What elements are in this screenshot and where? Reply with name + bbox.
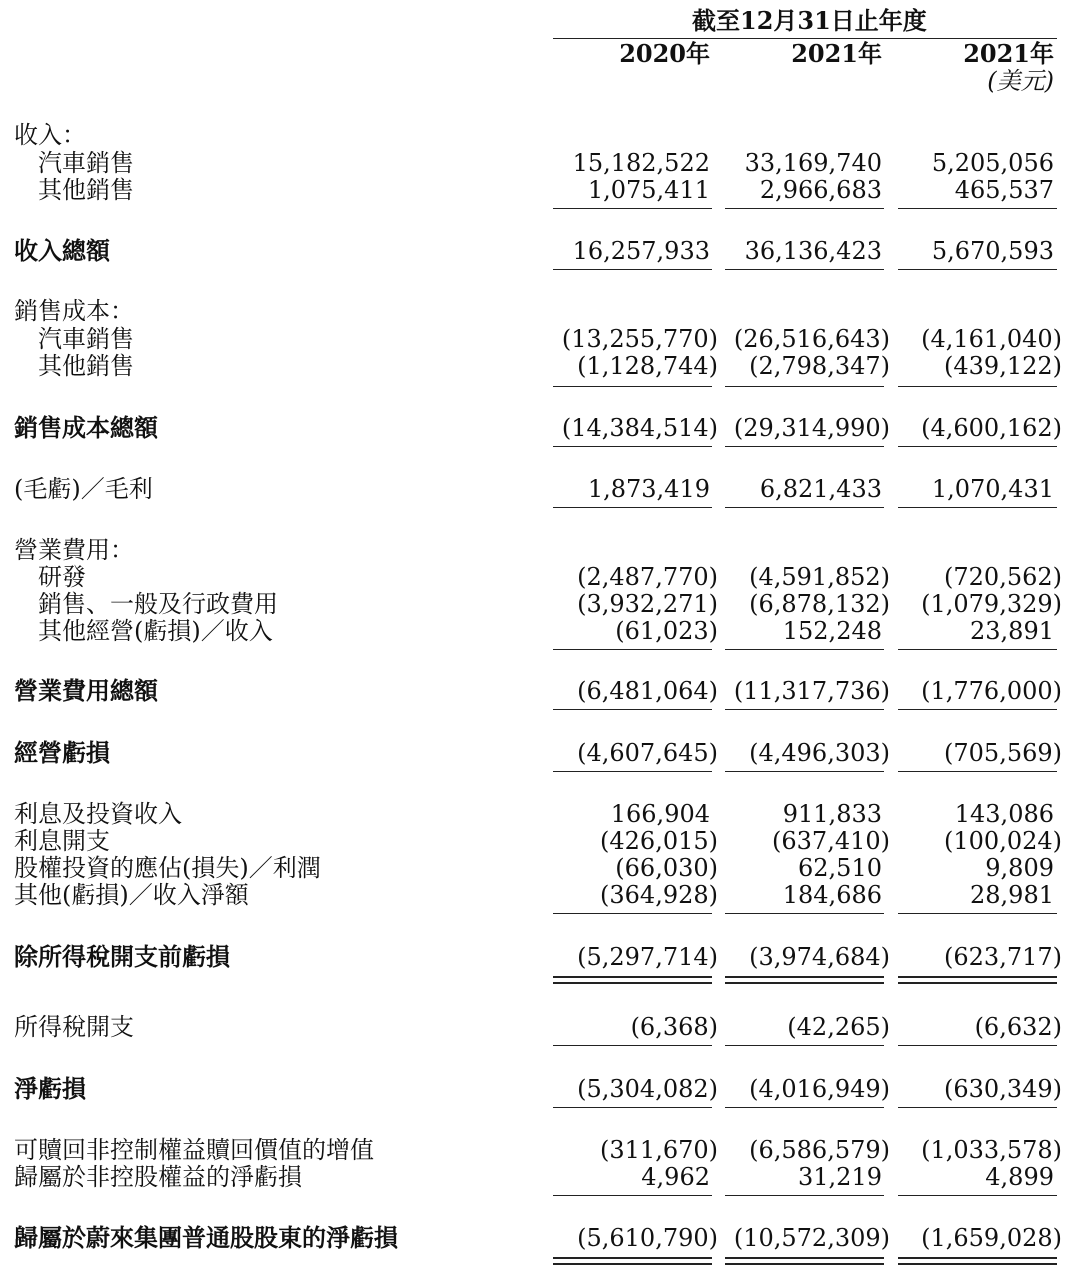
total-rule — [725, 446, 884, 447]
row-label: 股權投資的應佔(損失)／利潤 — [14, 854, 321, 882]
cell-usd: (100,024) — [944, 827, 1062, 855]
cell-2021: (4,591,852) — [749, 563, 890, 591]
cell-usd: (4,161,040) — [921, 325, 1062, 353]
cell-usd: (6,632) — [974, 1013, 1062, 1041]
cell-2021: 911,833 — [782, 800, 882, 828]
cell-2020: (5,610,790) — [577, 1224, 718, 1252]
double-rule — [553, 982, 712, 984]
row-label: 歸屬於非控股權益的淨虧損 — [14, 1163, 302, 1191]
cell-2020: (4,607,645) — [577, 739, 718, 767]
cell-usd: 143,086 — [954, 800, 1054, 828]
col-usd-unit: (美元) — [987, 67, 1054, 95]
row-label: 銷售、一般及行政費用 — [38, 590, 278, 618]
cell-usd: 9,809 — [985, 854, 1054, 882]
cell-2020: 16,257,933 — [572, 237, 710, 265]
cell-usd: (1,079,329) — [921, 590, 1062, 618]
total-rule — [898, 709, 1057, 710]
cell-2020: (5,304,082) — [577, 1075, 718, 1103]
cell-2020: (13,255,770) — [561, 325, 718, 353]
cell-usd: 1,070,431 — [931, 475, 1054, 503]
subtotal-rule — [553, 913, 712, 914]
cell-2021: 62,510 — [798, 854, 882, 882]
total-rule — [725, 1045, 884, 1046]
cell-2021: 31,219 — [798, 1163, 882, 1191]
cell-2021: 152,248 — [782, 617, 882, 645]
cell-2020: (426,015) — [600, 827, 718, 855]
row-label: 收入總額 — [14, 236, 110, 265]
row-label: 除所得稅開支前虧損 — [14, 942, 230, 971]
cell-usd: (4,600,162) — [921, 414, 1062, 442]
double-rule — [725, 1257, 884, 1259]
total-rule — [725, 507, 884, 508]
subtotal-rule — [553, 386, 712, 387]
total-rule — [898, 1107, 1057, 1108]
subtotal-rule — [898, 1195, 1057, 1196]
subtotal-rule — [725, 913, 884, 914]
subtotal-rule — [898, 208, 1057, 209]
cell-usd: (439,122) — [944, 352, 1062, 380]
cell-2020: (1,128,744) — [577, 352, 718, 380]
double-rule — [553, 1263, 712, 1265]
double-rule — [725, 982, 884, 984]
cell-usd: 28,981 — [970, 881, 1054, 909]
section-revenues-title: 收入： — [14, 121, 86, 149]
cell-2020: 1,873,419 — [587, 475, 710, 503]
cell-usd: (720,562) — [944, 563, 1062, 591]
cell-2021: (42,265) — [787, 1013, 890, 1041]
cell-2020: (364,928) — [600, 881, 718, 909]
subtotal-rule — [553, 208, 712, 209]
cell-usd: (630,349) — [944, 1075, 1062, 1103]
total-rule — [725, 709, 884, 710]
col-2021-usd-header: 2021年 — [963, 39, 1054, 68]
cell-2021: 2,966,683 — [759, 176, 882, 204]
row-label: 利息開支 — [14, 827, 110, 855]
cell-2021: (4,496,303) — [749, 739, 890, 767]
double-rule — [898, 1257, 1057, 1259]
row-label: 經營虧損 — [14, 738, 110, 767]
cell-2020: (6,481,064) — [577, 677, 718, 705]
col-2021-header: 2021年 — [791, 39, 882, 68]
cell-usd: 23,891 — [970, 617, 1054, 645]
cell-2020: 1,075,411 — [587, 176, 710, 204]
cell-2021: 184,686 — [782, 881, 882, 909]
total-rule — [725, 269, 884, 270]
double-rule — [725, 1263, 884, 1265]
cell-2021: 33,169,740 — [744, 149, 882, 177]
cell-2020: (2,487,770) — [577, 563, 718, 591]
cell-2021: (29,314,990) — [733, 414, 890, 442]
cell-2020: (14,384,514) — [561, 414, 718, 442]
row-label: 所得稅開支 — [14, 1013, 134, 1041]
cell-2020: (311,670) — [600, 1136, 718, 1164]
total-rule — [553, 1045, 712, 1046]
subtotal-rule — [725, 208, 884, 209]
double-rule — [898, 982, 1057, 984]
subtotal-rule — [898, 649, 1057, 650]
cell-2020: 15,182,522 — [572, 149, 710, 177]
row-label: 可贖回非控制權益贖回價值的增值 — [14, 1136, 374, 1164]
cell-2021: (10,572,309) — [733, 1224, 890, 1252]
cell-2020: 4,962 — [641, 1163, 710, 1191]
double-rule — [898, 976, 1057, 978]
cell-usd: 4,899 — [985, 1163, 1054, 1191]
row-label: 其他銷售 — [38, 352, 134, 380]
double-rule — [553, 976, 712, 978]
section-opex-title: 營業費用： — [14, 536, 134, 564]
double-rule — [725, 976, 884, 978]
total-rule — [898, 1045, 1057, 1046]
total-rule — [898, 269, 1057, 270]
row-label: 營業費用總額 — [14, 676, 158, 705]
row-label: 其他經營(虧損)／收入 — [38, 617, 273, 645]
row-label: 淨虧損 — [14, 1074, 86, 1103]
row-label: 汽車銷售 — [38, 149, 134, 177]
cell-2020: 166,904 — [610, 800, 710, 828]
cell-2021: (6,586,579) — [749, 1136, 890, 1164]
row-label: 其他(虧損)／收入淨額 — [14, 881, 249, 909]
cell-usd: 5,670,593 — [931, 237, 1054, 265]
total-rule — [553, 771, 712, 772]
cell-usd: (623,717) — [944, 943, 1062, 971]
total-rule — [553, 507, 712, 508]
row-label: 汽車銷售 — [38, 325, 134, 353]
total-rule — [725, 1107, 884, 1108]
row-label: 研發 — [38, 563, 86, 591]
total-rule — [898, 507, 1057, 508]
cell-usd: (1,659,028) — [921, 1224, 1062, 1252]
cell-2021: (3,974,684) — [749, 943, 890, 971]
row-label: (毛虧)／毛利 — [14, 475, 153, 503]
subtotal-rule — [553, 1195, 712, 1196]
subtotal-rule — [725, 386, 884, 387]
cell-2020: (6,368) — [630, 1013, 718, 1041]
row-label: 歸屬於蔚來集團普通股股東的淨虧損 — [14, 1223, 398, 1252]
cell-usd: (1,776,000) — [921, 677, 1062, 705]
total-rule — [898, 446, 1057, 447]
total-rule — [553, 709, 712, 710]
cell-usd: (1,033,578) — [921, 1136, 1062, 1164]
cell-2021: (11,317,736) — [733, 677, 890, 705]
cell-usd: 5,205,056 — [931, 149, 1054, 177]
total-rule — [553, 269, 712, 270]
cell-2021: 36,136,423 — [744, 237, 882, 265]
subtotal-rule — [553, 649, 712, 650]
cell-2020: (66,030) — [615, 854, 718, 882]
section-cost-title: 銷售成本： — [14, 297, 134, 325]
cell-2020: (5,297,714) — [577, 943, 718, 971]
subtotal-rule — [725, 1195, 884, 1196]
subtotal-rule — [725, 649, 884, 650]
cell-2020: (61,023) — [615, 617, 718, 645]
cell-2021: (2,798,347) — [749, 352, 890, 380]
double-rule — [898, 1263, 1057, 1265]
row-label: 銷售成本總額 — [14, 413, 158, 442]
row-label: 利息及投資收入 — [14, 800, 182, 828]
cell-2021: 6,821,433 — [759, 475, 882, 503]
cell-usd: 465,537 — [954, 176, 1054, 204]
subtotal-rule — [898, 913, 1057, 914]
cell-2021: (4,016,949) — [749, 1075, 890, 1103]
total-rule — [553, 446, 712, 447]
double-rule — [553, 1257, 712, 1259]
total-rule — [725, 771, 884, 772]
period-header: 截至12月31日止年度 — [692, 6, 927, 35]
col-2020-header: 2020年 — [619, 39, 710, 68]
total-rule — [898, 771, 1057, 772]
cell-2021: (637,410) — [772, 827, 890, 855]
cell-2021: (26,516,643) — [733, 325, 890, 353]
cell-2021: (6,878,132) — [749, 590, 890, 618]
cell-usd: (705,569) — [944, 739, 1062, 767]
row-label: 其他銷售 — [38, 176, 134, 204]
total-rule — [553, 1107, 712, 1108]
subtotal-rule — [898, 386, 1057, 387]
cell-2020: (3,932,271) — [577, 590, 718, 618]
